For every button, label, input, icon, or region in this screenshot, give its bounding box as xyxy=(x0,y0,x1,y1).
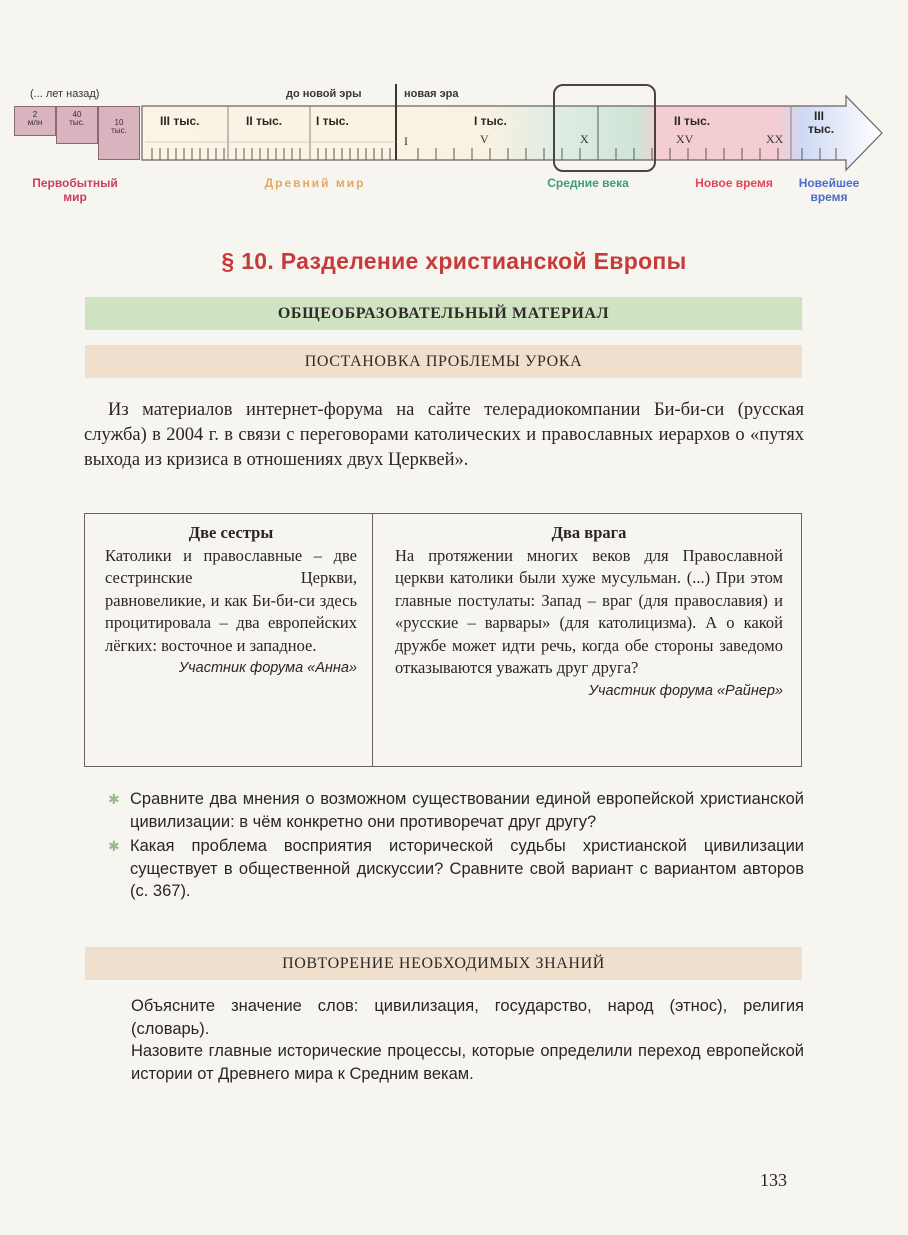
review-task: Объясните значение слов: цивилизация, государство, народ (этнос), религия (словарь). xyxy=(131,997,804,1038)
opinion-right-heading: Два врага xyxy=(551,523,627,542)
asterisk-bullet-icon: ✱ xyxy=(108,791,120,807)
timeline-millennium-3ad-suffix: тыс. xyxy=(808,122,835,136)
opinions-divider xyxy=(372,514,373,766)
timeline-millennium-3bc: III тыс. xyxy=(160,114,200,128)
questions-list xyxy=(108,788,804,903)
question-text: Какая проблема восприятия исторической судьбы христианской цивилизации существует в общественной дискуссии? Сравните свой вариант с вариантом авторов (с. 367). xyxy=(130,837,804,900)
era-primitive-line2: мир xyxy=(63,190,87,204)
question-text: Сравните два мнения о возможном существовании единой европейской христианской цивилизации: в чём конкретно они противоречат друг другу? xyxy=(130,790,804,831)
opinion-left-author: Участник форума «Анна» xyxy=(178,660,357,676)
asterisk-bullet-icon: ✱ xyxy=(108,838,120,854)
section-band-review: ПОВТОРЕНИЕ НЕОБХОДИМЫХ ЗНАНИЙ xyxy=(85,947,802,980)
era-newest-line2: время xyxy=(810,190,848,204)
timeline-box-top: 10 xyxy=(114,118,124,127)
opinions-table xyxy=(84,513,802,767)
era-newest xyxy=(788,176,870,204)
timeline-box-bottom: млн xyxy=(27,118,43,127)
opinion-left xyxy=(105,522,357,679)
timeline-century-1: I xyxy=(404,134,408,148)
era-primitive-line1: Первобытный xyxy=(32,176,118,190)
timeline-century-20: XX xyxy=(766,132,784,146)
timeline-bc-label: до новой эры xyxy=(286,88,362,100)
paragraph-title: § 10. Разделение христианской Европы xyxy=(221,248,687,274)
timeline-century-5: V xyxy=(480,132,489,146)
era-newest-line1: Новейшее xyxy=(798,176,860,190)
era-ancient: Древний мир xyxy=(264,176,366,190)
timeline-millennium-3ad-num: III xyxy=(814,109,825,123)
review-task: Назовите главные исторические процессы, которые определили переход европейской истории от Древнего мира к Средним векам. xyxy=(131,1042,804,1083)
timeline-box-10k xyxy=(98,106,140,160)
opinion-right-author: Участник форума «Райнер» xyxy=(588,682,783,699)
opinion-left-heading: Две сестры xyxy=(188,523,274,542)
question-item xyxy=(108,835,804,903)
era-primitive xyxy=(20,176,130,204)
timeline-years-ago-label: (... лет назад) xyxy=(30,88,100,100)
timeline-box-2mln xyxy=(14,106,56,136)
review-tasks xyxy=(131,995,804,1085)
timeline-millennium-2ad: II тыс. xyxy=(674,114,711,128)
timeline-century-10: X xyxy=(580,132,589,146)
timeline-box-bottom: тыс. xyxy=(69,118,85,127)
timeline-millennium-2bc: II тыс. xyxy=(246,114,283,128)
timeline xyxy=(0,0,908,215)
timeline-box-top: 40 xyxy=(72,110,82,119)
page-number: 133 xyxy=(760,1170,787,1190)
timeline-box-bottom: тыс. xyxy=(111,126,127,135)
timeline-millennium-3ad xyxy=(808,110,834,136)
timeline-century-15: XV xyxy=(676,132,694,146)
section-band-problem: ПОСТАНОВКА ПРОБЛЕМЫ УРОКА xyxy=(85,345,802,378)
timeline-millennium-1bc: I тыс. xyxy=(316,114,349,128)
question-item xyxy=(108,788,804,833)
timeline-millennium-1ad: I тыс. xyxy=(474,114,507,128)
section-band-general: ОБЩЕОБРАЗОВАТЕЛЬНЫЙ МАТЕРИАЛ xyxy=(85,297,802,330)
timeline-box-40k xyxy=(56,106,98,144)
opinion-right xyxy=(395,522,783,702)
intro-paragraph: Из материалов интернет-форума на сайте телерадиокомпании Би-би-си (русская служба) в 2004 г. в связи с переговорами католических и православных иерархов о «путях выхода из кризиса в отношениях двух Церквей». xyxy=(84,400,804,470)
era-middle: Средние века xyxy=(547,176,629,190)
timeline-box-top: 2 xyxy=(32,110,38,119)
timeline-ad-label: новая эра xyxy=(404,88,459,100)
era-new: Новое время xyxy=(695,176,773,190)
opinion-right-text: На протяжении многих веков для Православной церкви католики были хуже мусульман. (...) При этом главные постулаты: Запад – враг (для православия) и «русские – варвары» (для католицизма). А о какой дружбе может идти речь, когда обе стороны заведомо отказываются уважать друг друга? xyxy=(395,545,783,677)
opinion-left-text: Католики и православные – две сестринские Церкви, равновеликие, и как Би-би-си здесь процитировала – два европейских лёгких: восточное и западное. xyxy=(105,545,357,655)
